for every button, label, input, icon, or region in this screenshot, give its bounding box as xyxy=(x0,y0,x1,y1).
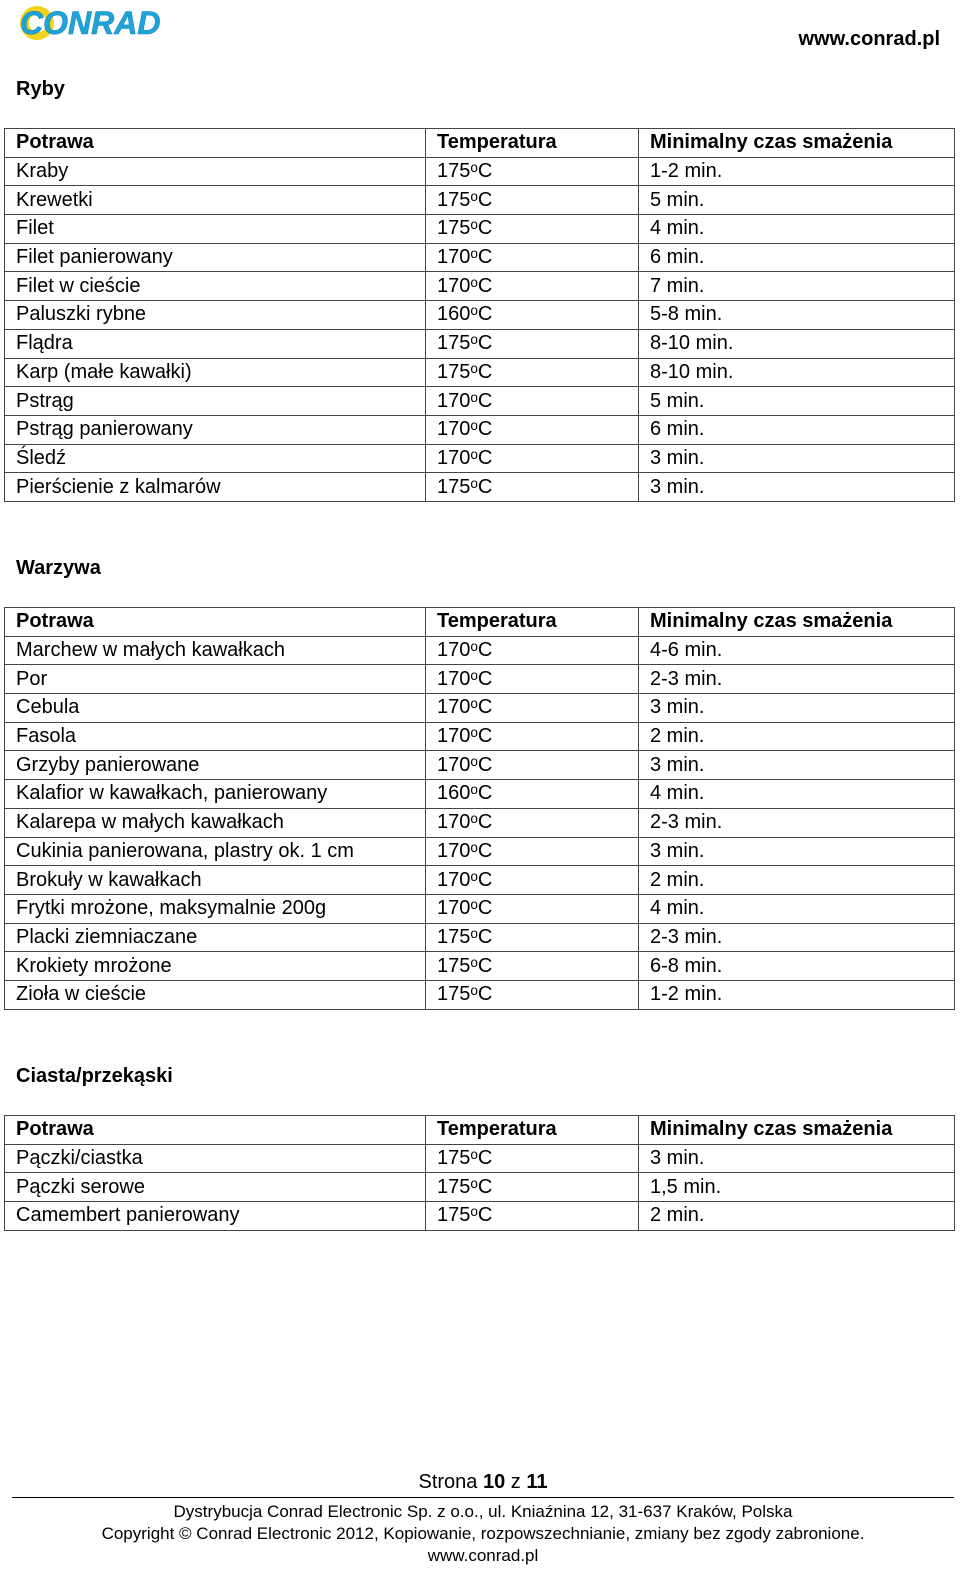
time-cell: 6 min. xyxy=(639,415,955,444)
table-row xyxy=(5,301,955,330)
temperature-cell: 175ᵒC xyxy=(426,186,639,215)
temperature-cell: 175ᵒC xyxy=(426,952,639,981)
table-header-row xyxy=(5,1116,955,1145)
temperature-cell: 170ᵒC xyxy=(426,272,639,301)
dish-cell: Pstrąg panierowany xyxy=(5,415,426,444)
time-cell: 2 min. xyxy=(639,722,955,751)
time-cell: 3 min. xyxy=(639,1144,955,1173)
time-cell: 2-3 min. xyxy=(639,808,955,837)
dish-cell: Filet xyxy=(5,215,426,244)
time-cell: 1-2 min. xyxy=(639,157,955,186)
dish-cell: Karp (małe kawałki) xyxy=(5,358,426,387)
table-row xyxy=(5,780,955,809)
table-row xyxy=(5,387,955,416)
dish-cell: Kalarepa w małych kawałkach xyxy=(5,808,426,837)
temperature-cell: 170ᵒC xyxy=(426,694,639,723)
temperature-cell: 175ᵒC xyxy=(426,473,639,502)
table-row xyxy=(5,866,955,895)
time-cell: 8-10 min. xyxy=(639,329,955,358)
dish-cell: Kraby xyxy=(5,157,426,186)
temperature-cell: 175ᵒC xyxy=(426,157,639,186)
temperature-cell: 175ᵒC xyxy=(426,1173,639,1202)
time-cell: 1,5 min. xyxy=(639,1173,955,1202)
temperature-cell: 170ᵒC xyxy=(426,894,639,923)
dish-cell: Marchew w małych kawałkach xyxy=(5,636,426,665)
header-min-time: Minimalny czas smażenia xyxy=(639,608,955,637)
table-row xyxy=(5,952,955,981)
time-cell: 4 min. xyxy=(639,780,955,809)
header-dish: Potrawa xyxy=(5,608,426,637)
temperature-cell: 170ᵒC xyxy=(426,415,639,444)
time-cell: 3 min. xyxy=(639,473,955,502)
header-dish: Potrawa xyxy=(5,129,426,158)
dish-cell: Flądra xyxy=(5,329,426,358)
site-url[interactable]: www.conrad.pl xyxy=(798,28,940,50)
time-cell: 7 min. xyxy=(639,272,955,301)
table-header-row xyxy=(5,129,955,158)
dish-cell: Cukinia panierowana, plastry ok. 1 cm xyxy=(5,837,426,866)
table-row xyxy=(5,329,955,358)
time-cell: 2-3 min. xyxy=(639,665,955,694)
header-dish: Potrawa xyxy=(5,1116,426,1145)
table-row xyxy=(5,1202,955,1231)
table-row xyxy=(5,808,955,837)
page-number: Strona 10 z 11 xyxy=(418,1471,548,1493)
dish-cell: Grzyby panierowane xyxy=(5,751,426,780)
temperature-cell: 170ᵒC xyxy=(426,751,639,780)
table-row xyxy=(5,415,955,444)
header-temperature: Temperatura xyxy=(426,129,639,158)
section-title-ciasta: Ciasta/przekąski xyxy=(16,1065,173,1087)
footer-address: Dystrybucja Conrad Electronic Sp. z o.o., ul. Kniaźnina 12, 31-637 Kraków, Polska xyxy=(173,1502,793,1521)
dish-cell: Placki ziemniaczane xyxy=(5,923,426,952)
dish-cell: Śledź xyxy=(5,444,426,473)
table-row xyxy=(5,1173,955,1202)
time-cell: 5 min. xyxy=(639,387,955,416)
dish-cell: Filet w cieście xyxy=(5,272,426,301)
time-cell: 4 min. xyxy=(639,894,955,923)
time-cell: 3 min. xyxy=(639,837,955,866)
table-row xyxy=(5,215,955,244)
dish-cell: Zioła w cieście xyxy=(5,980,426,1009)
table-row xyxy=(5,665,955,694)
frying-table-warzywa xyxy=(4,607,955,1010)
time-cell: 2 min. xyxy=(639,1202,955,1231)
time-cell: 6-8 min. xyxy=(639,952,955,981)
header-temperature: Temperatura xyxy=(426,1116,639,1145)
dish-cell: Paluszki rybne xyxy=(5,301,426,330)
temperature-cell: 175ᵒC xyxy=(426,329,639,358)
table-row xyxy=(5,751,955,780)
time-cell: 2-3 min. xyxy=(639,923,955,952)
dish-cell: Pączki/ciastka xyxy=(5,1144,426,1173)
dish-cell: Frytki mrożone, maksymalnie 200g xyxy=(5,894,426,923)
table-row xyxy=(5,157,955,186)
dish-cell: Pierścienie z kalmarów xyxy=(5,473,426,502)
time-cell: 4-6 min. xyxy=(639,636,955,665)
temperature-cell: 170ᵒC xyxy=(426,387,639,416)
header-min-time: Minimalny czas smażenia xyxy=(639,129,955,158)
temperature-cell: 170ᵒC xyxy=(426,444,639,473)
temperature-cell: 160ᵒC xyxy=(426,301,639,330)
temperature-cell: 175ᵒC xyxy=(426,215,639,244)
dish-cell: Pączki serowe xyxy=(5,1173,426,1202)
header-temperature: Temperatura xyxy=(426,608,639,637)
table-row xyxy=(5,444,955,473)
table-row xyxy=(5,980,955,1009)
time-cell: 6 min. xyxy=(639,243,955,272)
table-header-row xyxy=(5,608,955,637)
conrad-logo xyxy=(16,2,172,42)
table-row xyxy=(5,636,955,665)
time-cell: 3 min. xyxy=(639,444,955,473)
time-cell: 8-10 min. xyxy=(639,358,955,387)
dish-cell: Camembert panierowany xyxy=(5,1202,426,1231)
section-title-warzywa: Warzywa xyxy=(16,557,101,579)
temperature-cell: 170ᵒC xyxy=(426,837,639,866)
dish-cell: Fasola xyxy=(5,722,426,751)
table-row xyxy=(5,1144,955,1173)
footer-url[interactable]: www.conrad.pl xyxy=(427,1546,539,1565)
table-row xyxy=(5,894,955,923)
frying-table-ciasta xyxy=(4,1115,955,1231)
footer-copyright: Copyright © Conrad Electronic 2012, Kopiowanie, rozpowszechnianie, zmiany bez zgody zabronione. xyxy=(101,1524,865,1543)
table-row xyxy=(5,358,955,387)
dish-cell: Filet panierowany xyxy=(5,243,426,272)
temperature-cell: 170ᵒC xyxy=(426,866,639,895)
table-row xyxy=(5,694,955,723)
dish-cell: Krokiety mrożone xyxy=(5,952,426,981)
table-row xyxy=(5,837,955,866)
table-row xyxy=(5,243,955,272)
header-min-time: Minimalny czas smażenia xyxy=(639,1116,955,1145)
temperature-cell: 170ᵒC xyxy=(426,636,639,665)
temperature-cell: 175ᵒC xyxy=(426,980,639,1009)
table-row xyxy=(5,272,955,301)
time-cell: 3 min. xyxy=(639,694,955,723)
dish-cell: Pstrąg xyxy=(5,387,426,416)
temperature-cell: 175ᵒC xyxy=(426,1144,639,1173)
section-title-ryby: Ryby xyxy=(16,78,65,100)
time-cell: 4 min. xyxy=(639,215,955,244)
frying-table-ryby xyxy=(4,128,955,502)
temperature-cell: 175ᵒC xyxy=(426,1202,639,1231)
time-cell: 1-2 min. xyxy=(639,980,955,1009)
dish-cell: Kalafior w kawałkach, panierowany xyxy=(5,780,426,809)
time-cell: 2 min. xyxy=(639,866,955,895)
svg-text:CONRAD: CONRAD xyxy=(20,5,161,41)
time-cell: 5-8 min. xyxy=(639,301,955,330)
dish-cell: Krewetki xyxy=(5,186,426,215)
table-row xyxy=(5,722,955,751)
time-cell: 5 min. xyxy=(639,186,955,215)
table-row xyxy=(5,923,955,952)
table-row xyxy=(5,186,955,215)
temperature-cell: 170ᵒC xyxy=(426,722,639,751)
dish-cell: Por xyxy=(5,665,426,694)
temperature-cell: 170ᵒC xyxy=(426,665,639,694)
dish-cell: Brokuły w kawałkach xyxy=(5,866,426,895)
temperature-cell: 175ᵒC xyxy=(426,923,639,952)
footer-divider xyxy=(12,1497,954,1498)
time-cell: 3 min. xyxy=(639,751,955,780)
dish-cell: Cebula xyxy=(5,694,426,723)
temperature-cell: 170ᵒC xyxy=(426,243,639,272)
table-row xyxy=(5,473,955,502)
temperature-cell: 160ᵒC xyxy=(426,780,639,809)
temperature-cell: 170ᵒC xyxy=(426,808,639,837)
temperature-cell: 175ᵒC xyxy=(426,358,639,387)
